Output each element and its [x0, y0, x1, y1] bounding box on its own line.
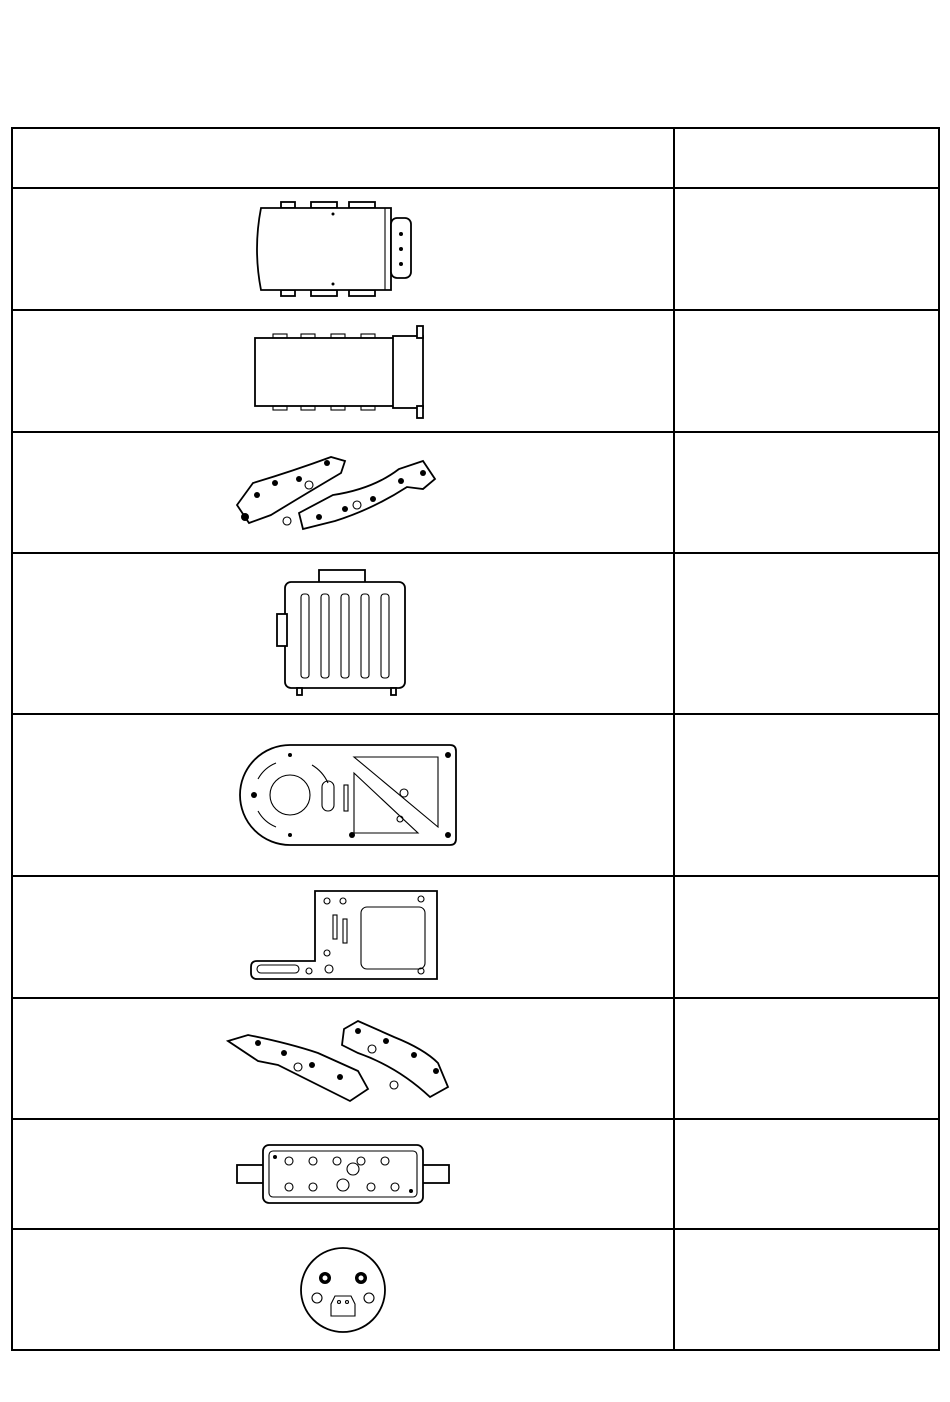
- table-header-row: [12, 128, 939, 188]
- table-row: [12, 432, 939, 553]
- drawing-cell: [12, 553, 674, 714]
- table-row: [12, 188, 939, 310]
- parts-table: [11, 127, 940, 1351]
- curved-bracket-pair-mirrored-icon: [218, 1009, 468, 1109]
- connector-panel-icon: [233, 1139, 453, 1209]
- table-row: [12, 310, 939, 432]
- drawing-cell: [12, 1229, 674, 1350]
- rectangular-housing-side-icon: [243, 316, 443, 426]
- drawing-cell: [12, 188, 674, 310]
- round-end-cap-icon: [293, 1240, 393, 1340]
- note-cell: [674, 998, 939, 1119]
- drawing-cell: [12, 876, 674, 998]
- drawing-cell: [12, 714, 674, 876]
- note-cell: [674, 1119, 939, 1229]
- drawing-cell: [12, 310, 674, 432]
- note-cell: [674, 1229, 939, 1350]
- round-mounting-plate-icon: [228, 735, 458, 855]
- note-cell: [674, 310, 939, 432]
- l-shaped-mounting-plate-icon: [243, 887, 443, 987]
- rounded-box-housing-icon: [243, 194, 443, 304]
- table-row: [12, 1229, 939, 1350]
- drawing-cell: [12, 432, 674, 553]
- note-cell: [674, 188, 939, 310]
- note-cell: [674, 714, 939, 876]
- table-row: [12, 714, 939, 876]
- drawing-cell: [12, 998, 674, 1119]
- note-cell: [674, 432, 939, 553]
- note-cell: [674, 553, 939, 714]
- drawing-cell: [12, 1119, 674, 1229]
- table-row: [12, 998, 939, 1119]
- curved-bracket-pair-icon: [223, 443, 463, 543]
- header-cell-part: [12, 128, 674, 188]
- note-cell: [674, 876, 939, 998]
- ribbed-box-cover-icon: [263, 564, 423, 704]
- table-row: [12, 1119, 939, 1229]
- table-row: [12, 876, 939, 998]
- header-cell-note: [674, 128, 939, 188]
- table-row: [12, 553, 939, 714]
